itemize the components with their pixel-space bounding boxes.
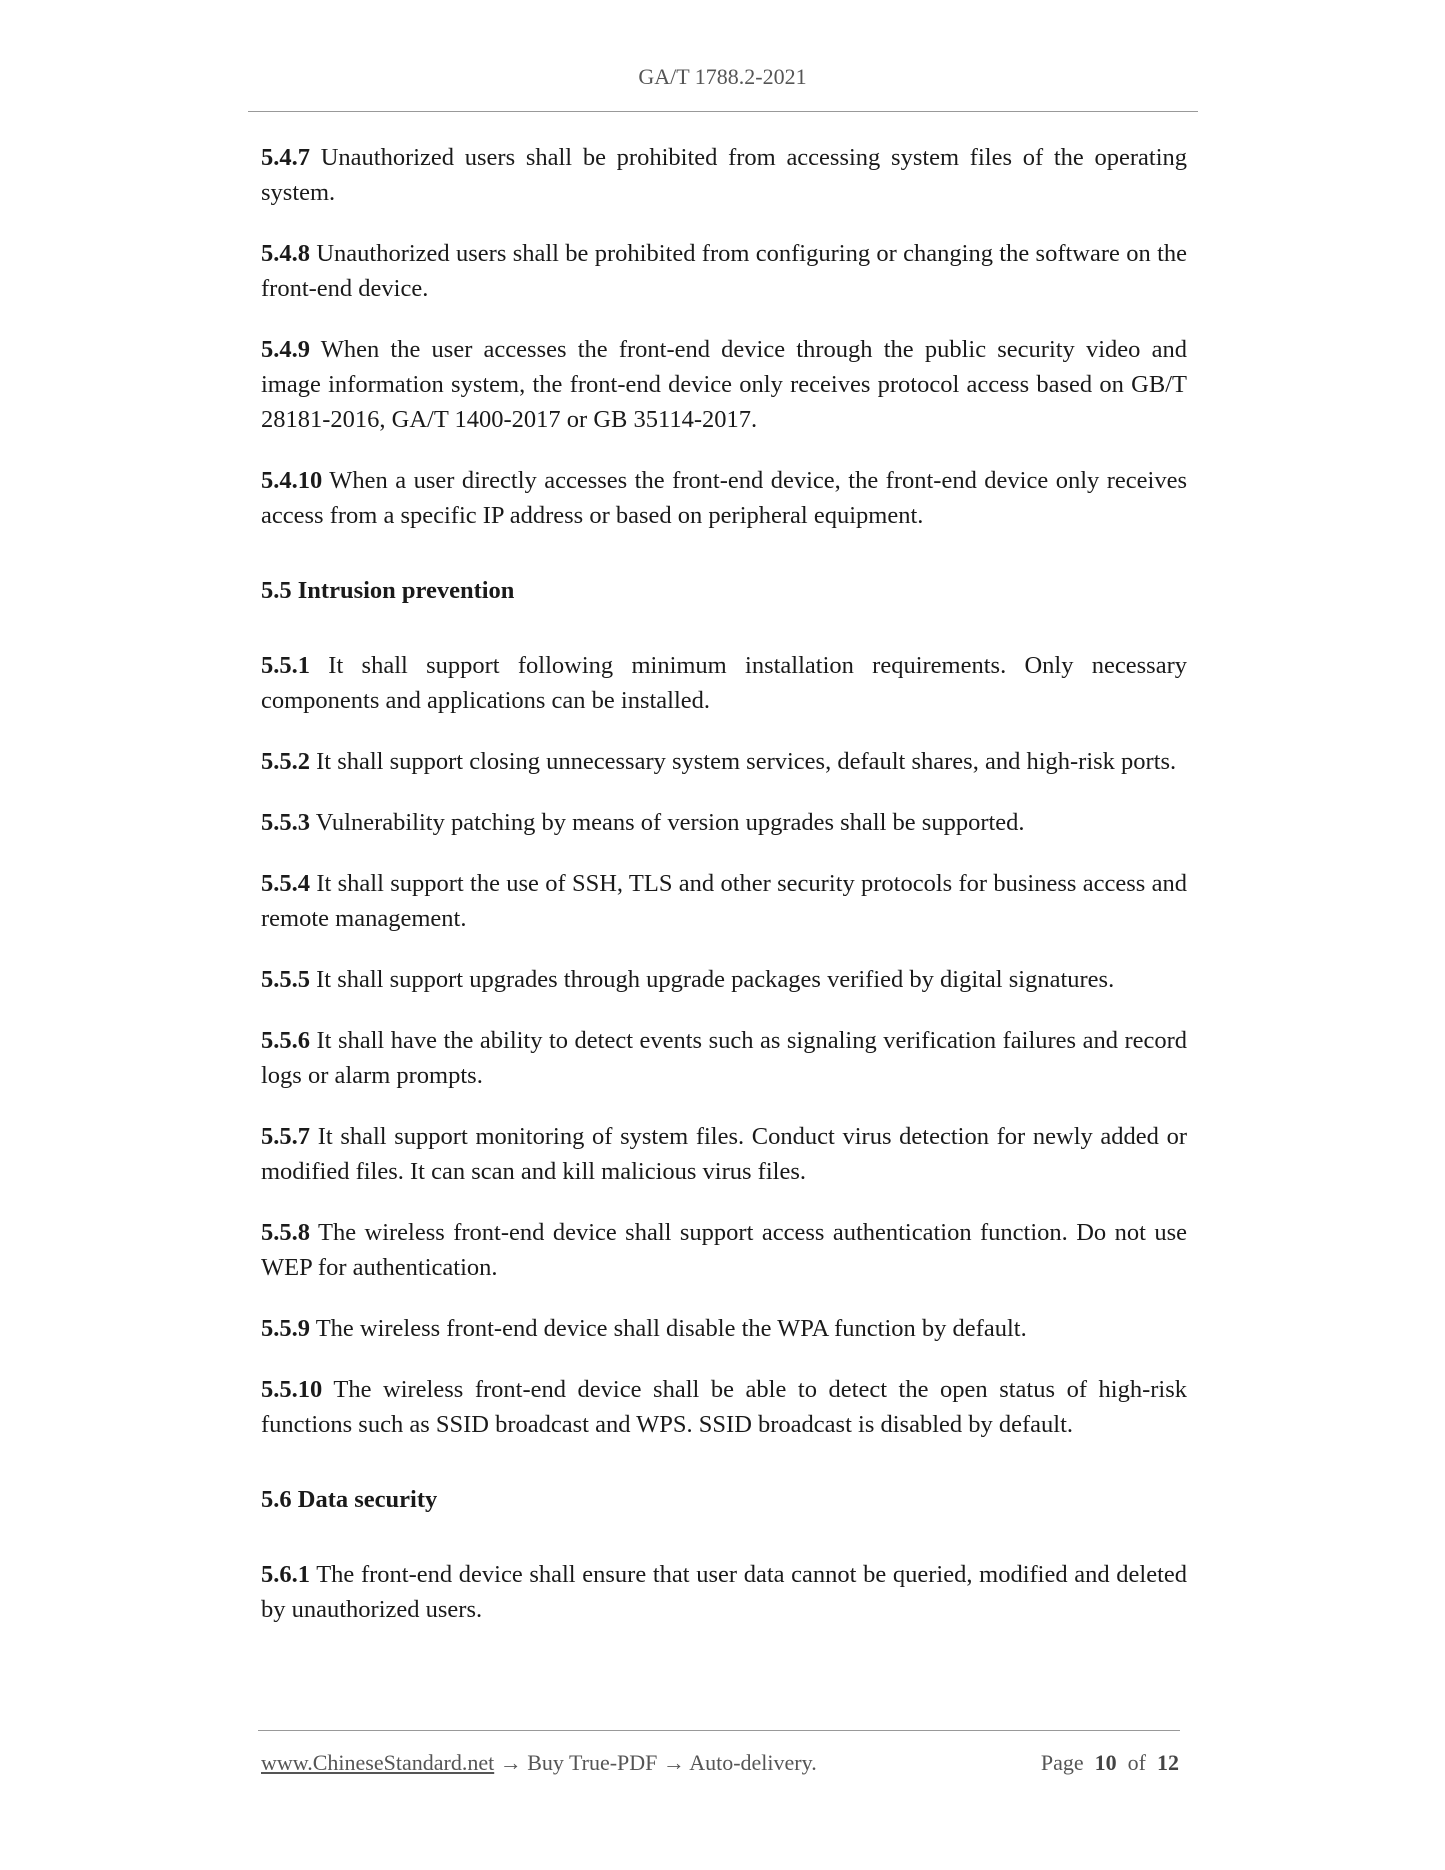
header-divider xyxy=(248,111,1198,112)
clause-number: 5.5.9 xyxy=(261,1315,310,1342)
clause-number: 5.6.1 xyxy=(261,1561,310,1588)
clause-text: It shall support monitoring of system files. Conduct virus detection for newly added or modified files. It can scan and kill malicious virus files. xyxy=(261,1123,1188,1185)
footer-promo xyxy=(261,1750,817,1776)
clause-5-5-10 xyxy=(261,1372,1187,1442)
clause-5-6-1 xyxy=(261,1557,1187,1627)
arrow-right-icon: → xyxy=(494,1750,528,1775)
clause-number: 5.4.8 xyxy=(261,240,310,267)
document-id-header: GA/T 1788.2-2021 xyxy=(638,64,807,89)
clause-number: 5.5.2 xyxy=(261,748,310,775)
clause-text: It shall support following minimum installation requirements. Only necessary components and applications can be installed. xyxy=(261,652,1188,714)
clause-text: When the user accesses the front-end device through the public security video and image information system, the front-end device only receives protocol access based on GB/T 28181-2016, GA/T 1400-2017 or GB 35114-2017. xyxy=(261,336,1187,433)
clause-5-5-4 xyxy=(261,866,1187,936)
page-of: of xyxy=(1127,1750,1146,1775)
clause-text: The wireless front-end device shall support access authentication function. Do not use WEP for authentication. xyxy=(261,1219,1188,1281)
clause-5-4-7 xyxy=(261,140,1187,210)
clause-5-5-2 xyxy=(261,744,1187,779)
clause-text: It shall support upgrades through upgrade packages verified by digital signatures. xyxy=(316,966,1115,993)
clause-text: Vulnerability patching by means of version upgrades shall be supported. xyxy=(315,809,1025,836)
clause-5-5-7 xyxy=(261,1119,1187,1189)
clause-5-4-8 xyxy=(261,236,1187,306)
page-total: 12 xyxy=(1157,1750,1179,1775)
buy-pdf-text: Buy True-PDF xyxy=(527,1750,658,1775)
clause-text: It shall support the use of SSH, TLS and other security protocols for business access and remote management. xyxy=(261,870,1188,932)
clause-text: When a user directly accesses the front-end device, the front-end device only receives access from a specific IP address or based on peripheral equipment. xyxy=(261,467,1187,529)
page-label: Page xyxy=(1040,1750,1084,1775)
clause-number: 5.4.9 xyxy=(261,336,310,363)
clause-number: 5.5.3 xyxy=(261,809,310,836)
clause-number: 5.5.8 xyxy=(261,1219,310,1246)
clause-number: 5.5.5 xyxy=(261,966,310,993)
clause-text: It shall have the ability to detect events such as signaling verification failures and record logs or alarm prompts. xyxy=(261,1027,1188,1089)
clause-number: 5.4.7 xyxy=(261,144,310,171)
footer-divider xyxy=(258,1730,1180,1731)
page-content xyxy=(261,140,1187,1653)
delivery-text: Auto-delivery. xyxy=(689,1750,817,1775)
clause-number: 5.5.6 xyxy=(261,1027,310,1054)
clause-number: 5.5.1 xyxy=(261,652,310,679)
clause-5-5-5 xyxy=(261,962,1187,997)
clause-text: The wireless front-end device shall be able to detect the open status of high-risk functions such as SSID broadcast and WPS. SSID broadcast is disabled by default. xyxy=(261,1376,1187,1438)
clause-5-5-9 xyxy=(261,1311,1187,1346)
clause-number: 5.5.7 xyxy=(261,1123,310,1150)
page-current: 10 xyxy=(1094,1750,1117,1775)
clause-5-5-1 xyxy=(261,648,1187,718)
clause-5-5-8 xyxy=(261,1215,1187,1285)
clause-number: 5.5.10 xyxy=(261,1376,323,1403)
page-number xyxy=(1041,1750,1179,1776)
arrow-right-icon: → xyxy=(657,1750,690,1775)
page-footer xyxy=(261,1750,1179,1776)
clause-text: The front-end device shall ensure that user data cannot be queried, modified and deleted by unauthorized users. xyxy=(261,1561,1187,1623)
clause-text: Unauthorized users shall be prohibited from configuring or changing the software on the front-end device. xyxy=(261,240,1188,302)
website-link[interactable]: www.ChineseStandard.net xyxy=(261,1750,495,1775)
clause-number: 5.5.4 xyxy=(261,870,310,897)
clause-5-4-10 xyxy=(261,463,1187,533)
clause-5-4-9 xyxy=(261,332,1187,437)
section-heading-5-5: 5.5 Intrusion prevention xyxy=(261,577,515,604)
clause-5-5-6 xyxy=(261,1023,1187,1093)
clause-text: It shall support closing unnecessary system services, default shares, and high-risk ports. xyxy=(316,748,1177,775)
clause-text: Unauthorized users shall be prohibited from accessing system files of the operating system. xyxy=(261,144,1187,206)
clause-5-5-3 xyxy=(261,805,1187,840)
clause-text: The wireless front-end device shall disable the WPA function by default. xyxy=(315,1315,1027,1342)
section-heading-5-6: 5.6 Data security xyxy=(261,1486,438,1513)
clause-number: 5.4.10 xyxy=(261,467,323,494)
